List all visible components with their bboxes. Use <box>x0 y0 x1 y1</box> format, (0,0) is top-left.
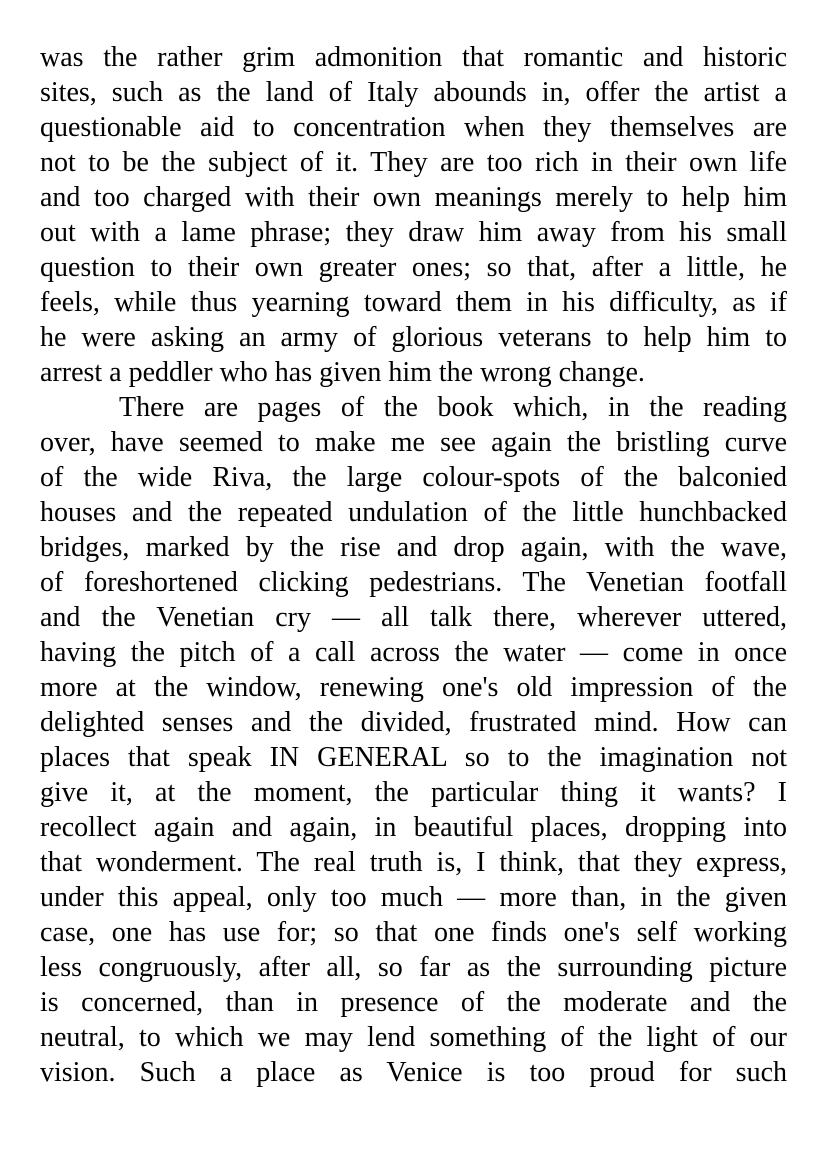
text-line: less congruously, after all, so far as the surrounding picture <box>40 952 787 983</box>
text-line: questionable aid to concentration when they themselves are <box>40 112 787 143</box>
text-line: bridges, marked by the rise and drop again, with the wave, <box>40 532 787 563</box>
text-line: over, have seemed to make me see again the bristling curve <box>40 427 787 458</box>
text-line: case, one has use for; so that one finds one's self working <box>40 917 787 948</box>
text-line: out with a lame phrase; they draw him away from his small <box>40 217 787 248</box>
text-line: he were asking an army of glorious veterans to help him to <box>40 322 787 353</box>
text-line: and the Venetian cry — all talk there, wherever uttered, <box>40 602 787 633</box>
paragraph-1 <box>40 40 787 390</box>
page-body <box>40 40 787 1090</box>
text-line: give it, at the moment, the particular thing it wants? I <box>40 777 787 808</box>
text-line: having the pitch of a call across the water — come in once <box>40 637 787 668</box>
text-line: not to be the subject of it. They are too rich in their own life <box>40 147 787 178</box>
text-line: question to their own greater ones; so that, after a little, he <box>40 252 787 283</box>
text-line: and too charged with their own meanings merely to help him <box>40 182 787 213</box>
text-line: that wonderment. The real truth is, I think, that they express, <box>40 847 787 878</box>
text-line: vision. Such a place as Venice is too proud for such <box>40 1057 787 1088</box>
text-line: under this appeal, only too much — more than, in the given <box>40 882 787 913</box>
text-line: was the rather grim admonition that romantic and historic <box>40 42 787 73</box>
text-line: places that speak IN GENERAL so to the imagination not <box>40 742 787 773</box>
text-line: delighted senses and the divided, frustrated mind. How can <box>40 707 787 738</box>
text-line: is concerned, than in presence of the moderate and the <box>40 987 787 1018</box>
text-line: more at the window, renewing one's old impression of the <box>40 672 787 703</box>
text-line: There are pages of the book which, in the reading <box>119 392 787 423</box>
text-line: of the wide Riva, the large colour-spots of the balconied <box>40 462 787 493</box>
text-line: houses and the repeated undulation of the little hunchbacked <box>40 497 787 528</box>
text-line: arrest a peddler who has given him the wrong change. <box>40 357 645 388</box>
paragraph-2 <box>40 390 787 1090</box>
text-line: sites, such as the land of Italy abounds in, offer the artist a <box>40 77 787 108</box>
text-line: feels, while thus yearning toward them in his difficulty, as if <box>40 287 787 318</box>
text-line: recollect again and again, in beautiful places, dropping into <box>40 812 787 843</box>
text-line: neutral, to which we may lend something of the light of our <box>40 1022 787 1053</box>
text-line: of foreshortened clicking pedestrians. The Venetian footfall <box>40 567 787 598</box>
